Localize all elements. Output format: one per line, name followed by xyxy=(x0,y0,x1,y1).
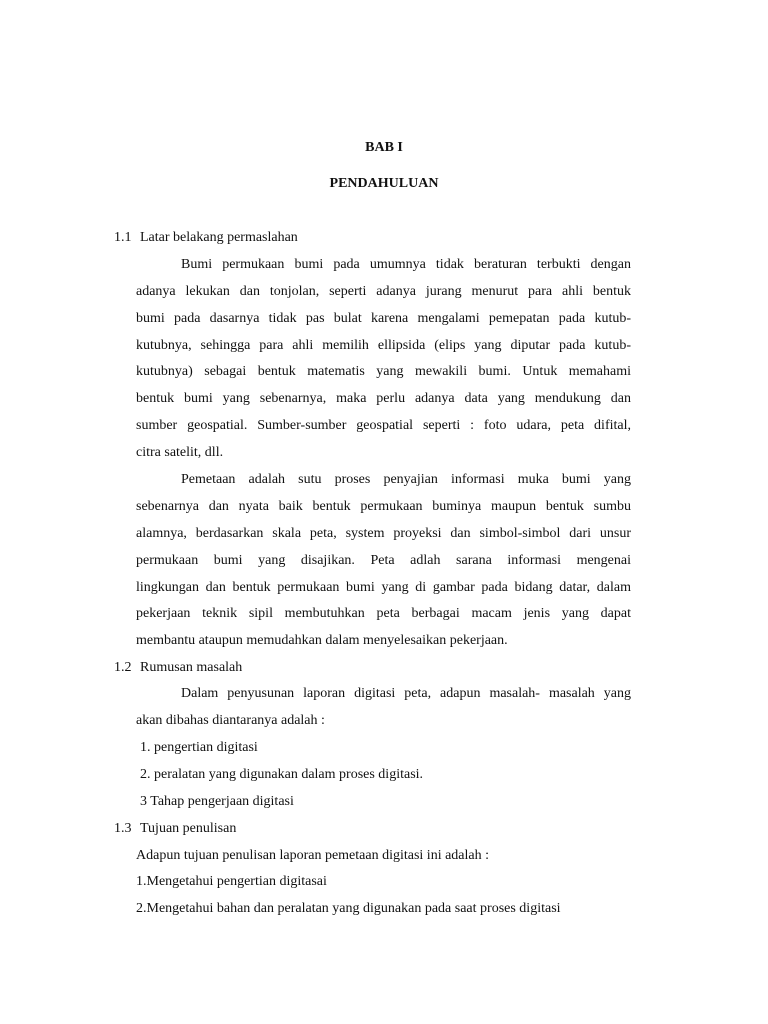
chapter-label: BAB I xyxy=(365,140,403,155)
list-item: 1. pengertian digitasi xyxy=(140,740,258,755)
paragraph-line: pekerjaan teknik sipil membutuhkan peta berbagai macam jenis yang dapat xyxy=(136,606,631,621)
paragraph-line: bentuk bumi yang sebenarnya, maka perlu adanya data yang mendukung dan xyxy=(136,391,631,406)
section-heading-1-1 xyxy=(114,229,298,247)
paragraph-line: membantu ataupun memudahkan dalam menyelesaikan pekerjaan. xyxy=(136,633,508,648)
paragraph-line: alamnya, berdasarkan skala peta, system proyeksi dan simbol-simbol dari unsur xyxy=(136,526,631,541)
section-title: Latar belakang permaslahan xyxy=(140,230,298,245)
section-number: 1.1 xyxy=(114,230,132,245)
list-item: 2. peralatan yang digunakan dalam proses digitasi. xyxy=(140,767,424,782)
section-heading-1-3 xyxy=(114,820,236,838)
paragraph-line: Dalam penyusunan laporan digitasi peta, adapun masalah- masalah yang xyxy=(181,686,631,701)
list-item: 3 Tahap pengerjaan digitasi xyxy=(140,794,294,809)
section-number: 1.3 xyxy=(114,821,132,836)
paragraph-line: kutubnya, sehingga para ahli memilih ellipsida (elips yang diputar pada kutub- xyxy=(136,338,631,353)
list-item: 1.Mengetahui pengertian digitasai xyxy=(136,874,327,889)
paragraph-line: sumber geospatial. Sumber-sumber geospatial seperti : foto udara, peta difital, xyxy=(136,418,631,433)
paragraph-line: Bumi permukaan bumi pada umumnya tidak beraturan terbukti dengan xyxy=(181,257,631,272)
section-number: 1.2 xyxy=(114,660,132,675)
paragraph-line: adanya lekukan dan tonjolan, seperti adanya jurang menurut para ahli bentuk xyxy=(136,284,631,299)
paragraph-line: citra satelit, dll. xyxy=(136,445,224,460)
section-heading-1-2 xyxy=(114,659,242,677)
section-title: Rumusan masalah xyxy=(140,660,243,675)
paragraph-line: Adapun tujuan penulisan laporan pemetaan digitasi ini adalah : xyxy=(136,848,490,863)
paragraph-line: permukaan bumi yang disajikan. Peta adlah sarana informasi mengenai xyxy=(136,553,631,568)
paragraph-line: lingkungan dan bentuk permukaan bumi yang di gambar pada bidang datar, dalam xyxy=(136,580,631,595)
paragraph-line: kutubnya) sebagai bentuk matematis yang mewakili bumi. Untuk memahami xyxy=(136,364,631,379)
paragraph-line: sebenarnya dan nyata baik bentuk permukaan buminya maupun bentuk sumbu xyxy=(136,499,631,514)
paragraph-line: akan dibahas diantaranya adalah : xyxy=(136,713,325,728)
paragraph-line: bumi pada dasarnya tidak pas bulat karena mengalami pemepatan pada kutub- xyxy=(136,311,631,326)
list-item: 2.Mengetahui bahan dan peralatan yang digunakan pada saat proses digitasi xyxy=(136,901,561,916)
section-title: Tujuan penulisan xyxy=(140,821,237,836)
paragraph-line: Pemetaan adalah sutu proses penyajian informasi muka bumi yang xyxy=(181,472,631,487)
chapter-title: PENDAHULUAN xyxy=(329,176,439,191)
